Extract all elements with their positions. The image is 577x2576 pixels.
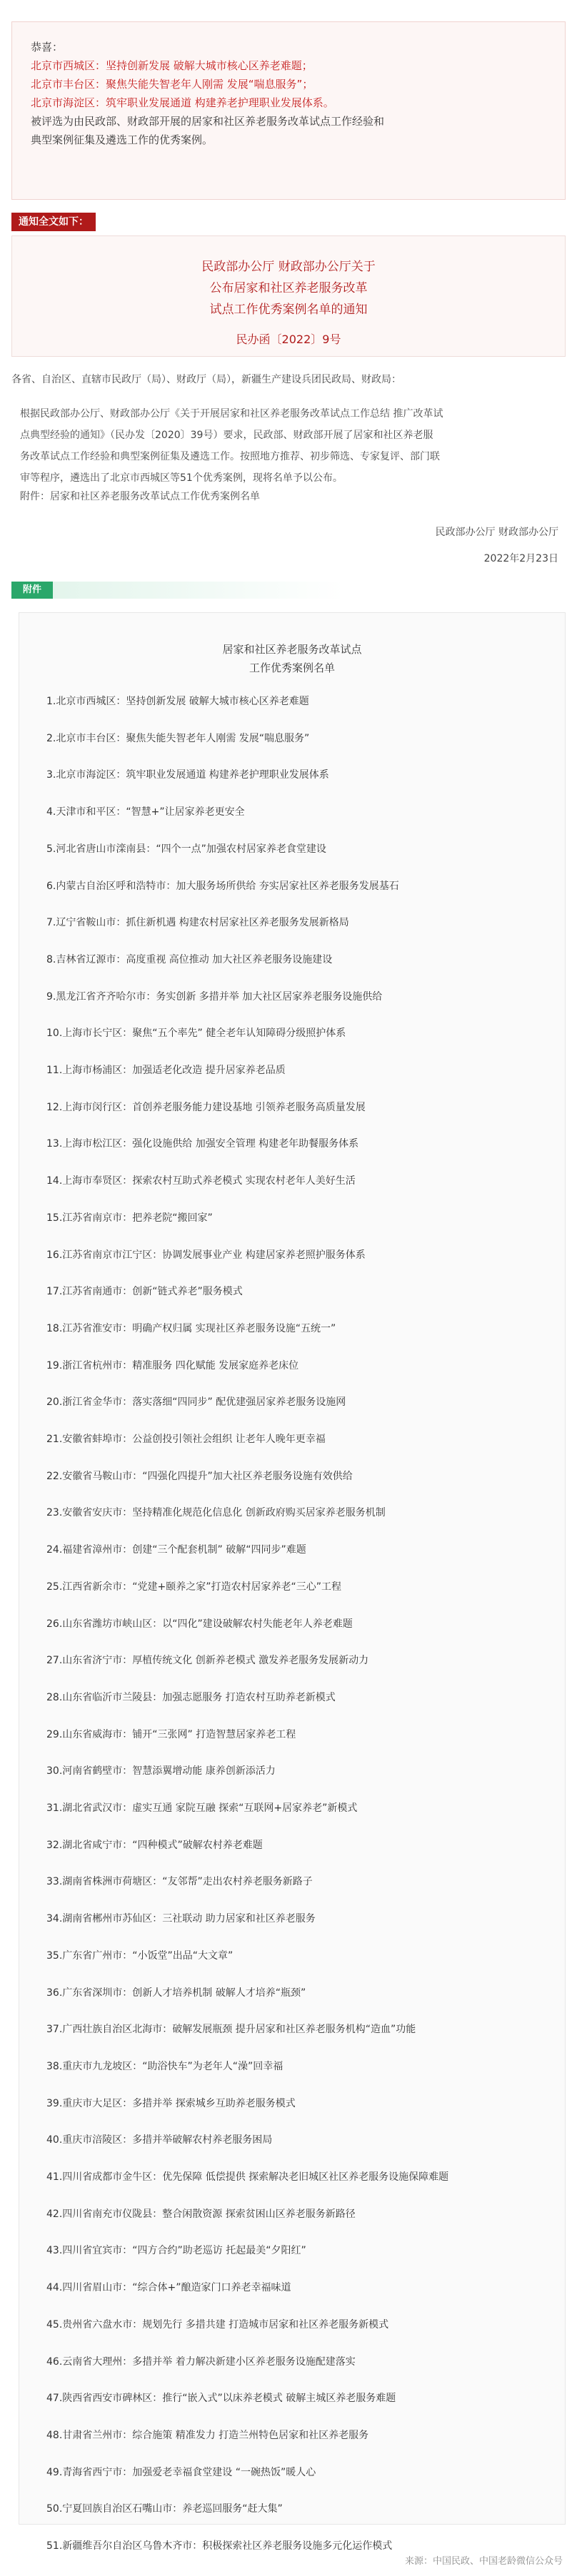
notice-title: 试点工作优秀案例名单的通知 — [209, 303, 368, 317]
case-item: 39.重庆市大足区：多措并举 探索城乡互助养老服务模式 — [46, 2098, 296, 2109]
case-item: 45.贵州省六盘水市：规划先行 多措共建 打造城市居家和社区养老服务新模式 — [46, 2319, 389, 2331]
case-item: 8.吉林省辽源市：高度重视 高位推动 加大社区养老服务设施建设 — [46, 954, 333, 965]
notice-title: 公布居家和社区养老服务改革 — [209, 281, 368, 295]
case-item: 24.福建省漳州市：创建“三个配套机制” 破解“四同步”难题 — [46, 1544, 306, 1556]
congrats-body: 被评选为由民政部、财政部开展的居家和社区养老服务改革试点工作经验和 — [31, 115, 385, 128]
case-item: 37.广西壮族自治区北海市：破解发展瓶颈 提升居家和社区养老服务机构“造血”功能 — [46, 2024, 416, 2035]
case-item: 21.安徽省蚌埠市：公益创投引领社会组织 让老年人晚年更幸福 — [46, 1434, 326, 1445]
case-item: 31.湖北省武汉市：虚实互通 家院互融 探索“互联网+居家养老”新模式 — [46, 1802, 358, 1814]
case-item: 30.河南省鹤壁市：智慧添翼增动能 康养创新添活力 — [46, 1765, 276, 1777]
congrats-highlight: 北京市丰台区：聚焦失能失智老年人刚需 发展“喘息服务”； — [31, 78, 313, 91]
case-item: 25.江西省新余市：“党建+颐养之家”打造农村居家养老“三心”工程 — [46, 1581, 342, 1593]
case-item: 5.河北省唐山市滦南县：“四个一点”加强农村居家养老食堂建设 — [46, 843, 326, 855]
congrats-lead: 恭喜： — [31, 41, 64, 54]
case-item: 10.上海市长宁区：聚焦“五个率先” 健全老年认知障碍分级照护体系 — [46, 1028, 346, 1039]
case-item: 50.宁夏回族自治区石嘴山市：养老巡回服务“赶大集” — [46, 2503, 283, 2515]
case-item: 32.湖北省咸宁市：“四种模式”破解农村养老难题 — [46, 1840, 263, 1851]
list-title: 工作优秀案例名单 — [249, 661, 335, 674]
source-note: 来源：中国民政、中国老龄微信公众号 — [404, 2556, 563, 2567]
notice-tag: 通知全文如下： — [11, 213, 96, 231]
signature: 民政部办公厅 财政部办公厅 — [435, 527, 558, 538]
case-item: 33.湖南省株洲市荷塘区：“友邻帮”走出农村养老服务新路子 — [46, 1876, 313, 1887]
doc-number: 民办函〔2022〕9号 — [236, 333, 341, 346]
case-item: 43.四川省宜宾市：“四方合约”助老巡访 托起最美“夕阳红” — [46, 2245, 306, 2256]
notice-header — [11, 235, 566, 357]
case-item: 29.山东省威海市：铺开“三张网” 打造智慧居家养老工程 — [46, 1729, 296, 1740]
case-item: 36.广东省深圳市：创新人才培养机制 破解人才培养“瓶颈” — [46, 1987, 306, 1999]
case-item: 47.陕西省西安市碑林区：推行“嵌入式”以床养老模式 破解主城区养老服务难题 — [46, 2393, 396, 2404]
congrats-highlight: 北京市西城区：坚持创新发展 破解大城市核心区养老难题； — [31, 59, 313, 72]
attachment-label: 附件 — [11, 582, 53, 599]
case-item: 35.广东省广州市：“小饭堂”出品“大文章” — [46, 1950, 234, 1962]
case-item: 49.青海省西宁市：加强爱老幸福食堂建设 “一碗热饭”暖人心 — [46, 2467, 316, 2478]
case-item: 46.云南省大理州：多措并举 着力解决新建小区养老服务设施配建落实 — [46, 2356, 356, 2368]
case-item: 7.辽宁省鞍山市：抓住新机遇 构建农村居家社区养老服务发展新格局 — [46, 917, 349, 928]
case-item: 42.四川省南充市仪陇县：整合闲散资源 探索贫困山区养老服务新路径 — [46, 2209, 356, 2220]
case-item: 51.新疆维吾尔自治区乌鲁木齐市：积极探索社区养老服务设施多元化运作模式 — [46, 2540, 393, 2552]
attachment-line: 附件：居家和社区养老服务改革试点工作优秀案例名单 — [20, 491, 260, 502]
case-item: 13.上海市松江区：强化设施供给 加强安全管理 构建老年助餐服务体系 — [46, 1138, 359, 1150]
case-item: 27.山东省济宁市：厚植传统文化 创新养老模式 激发养老服务发展新动力 — [46, 1655, 369, 1666]
case-item: 22.安徽省马鞍山市：“四强化四提升”加大社区养老服务设施有效供给 — [46, 1471, 353, 1482]
case-item: 2.北京市丰台区：聚焦失能失智老年人刚需 发展“喘息服务” — [46, 733, 310, 744]
case-item: 34.湖南省郴州市苏仙区：三社联动 助力居家和社区养老服务 — [46, 1913, 316, 1925]
case-item: 48.甘肃省兰州市：综合施策 精准发力 打造兰州特色居家和社区养老服务 — [46, 2430, 369, 2441]
paragraph-line: 点典型经验的通知》（民办发〔2020〕39号）要求，民政部、财政部开展了居家和社区养老服 — [20, 430, 433, 441]
case-item: 23.安徽省安庆市：坚持精准化规范化信息化 创新政府购买居家养老服务机制 — [46, 1507, 386, 1518]
case-item: 1.北京市西城区：坚持创新发展 破解大城市核心区养老难题 — [46, 696, 309, 707]
case-item: 19.浙江省杭州市：精准服务 四化赋能 发展家庭养老床位 — [46, 1360, 299, 1371]
case-item: 20.浙江省金华市：落实落细“四同步” 配优建强居家养老服务设施网 — [46, 1396, 346, 1408]
case-item: 12.上海市闵行区：首创养老服务能力建设基地 引领养老服务高质量发展 — [46, 1102, 366, 1113]
case-item: 16.江苏省南京市江宁区：协调发展事业产业 构建居家养老照护服务体系 — [46, 1249, 366, 1261]
case-item: 3.北京市海淀区：筑牢职业发展通道 构建养老护理职业发展体系 — [46, 769, 329, 781]
case-item: 18.江苏省淮安市：明确产权归属 实现社区养老服务设施“五统一” — [46, 1323, 336, 1334]
case-item: 17.江苏省南通市：创新“链式养老”服务模式 — [46, 1286, 243, 1297]
case-item: 26.山东省潍坊市峡山区：以“四化”建设破解农村失能老年人养老难题 — [46, 1618, 353, 1630]
congrats-highlight: 北京市海淀区：筑牢职业发展通道 构建养老护理职业发展体系。 — [31, 96, 334, 109]
case-item: 9.黑龙江省齐齐哈尔市：务实创新 多措并举 加大社区居家养老服务设施供给 — [46, 991, 383, 1003]
case-item: 15.江苏省南京市：把养老院“搬回家” — [46, 1212, 213, 1224]
case-item: 40.重庆市涪陵区：多措并举破解农村养老服务困局 — [46, 2134, 273, 2146]
congrats-box — [11, 21, 566, 200]
case-item: 14.上海市奉贤区：探索农村互助式养老模式 实现农村老年人美好生活 — [46, 1175, 356, 1187]
paragraph-line: 务改革试点工作经验和典型案例征集及遴选工作。按照地方推荐、初步筛选、专家复评、部门联 — [20, 451, 440, 462]
paragraph-line: 审等程序，遴选出了北京市西城区等51个优秀案例，现将名单予以公布。 — [20, 472, 343, 484]
list-title: 居家和社区养老服务改革试点 — [222, 643, 362, 656]
notice-title: 民政部办公厅 财政部办公厅关于 — [201, 260, 376, 274]
case-item: 44.四川省眉山市：“综合体+”酿造家门口养老幸福味道 — [46, 2282, 291, 2293]
congrats-body: 典型案例征集及遴选工作的优秀案例。 — [31, 133, 214, 146]
case-item: 41.四川省成都市金牛区：优先保障 低偿提供 探索解决老旧城区社区养老服务设施保障难题 — [46, 2171, 449, 2183]
case-item: 11.上海市杨浦区：加强适老化改造 提升居家养老品质 — [46, 1065, 286, 1076]
case-item: 6.内蒙古自治区呼和浩特市：加大服务场所供给 夯实居家社区养老服务发展基石 — [46, 881, 399, 892]
case-list — [19, 612, 566, 2552]
date: 2022年2月23日 — [483, 553, 558, 564]
case-item: 4.天津市和平区：“智慧+”让居家养老更安全 — [46, 806, 245, 818]
case-item: 28.山东省临沂市兰陵县：加强志愿服务 打造农村互助养老新模式 — [46, 1692, 336, 1703]
attachment-tag — [11, 582, 566, 599]
case-item: 38.重庆市九龙坡区：“助浴快车”为老年人“澡”回幸福 — [46, 2061, 284, 2072]
paragraph-line: 根据民政部办公厅、财政部办公厅《关于开展居家和社区养老服务改革试点工作总结 推广改革试 — [20, 408, 443, 420]
notice-paragraph — [20, 403, 566, 489]
recipients: 各省、自治区、直辖市民政厅（局）、财政厅（局），新疆生产建设兵团民政局、财政局： — [11, 374, 401, 385]
